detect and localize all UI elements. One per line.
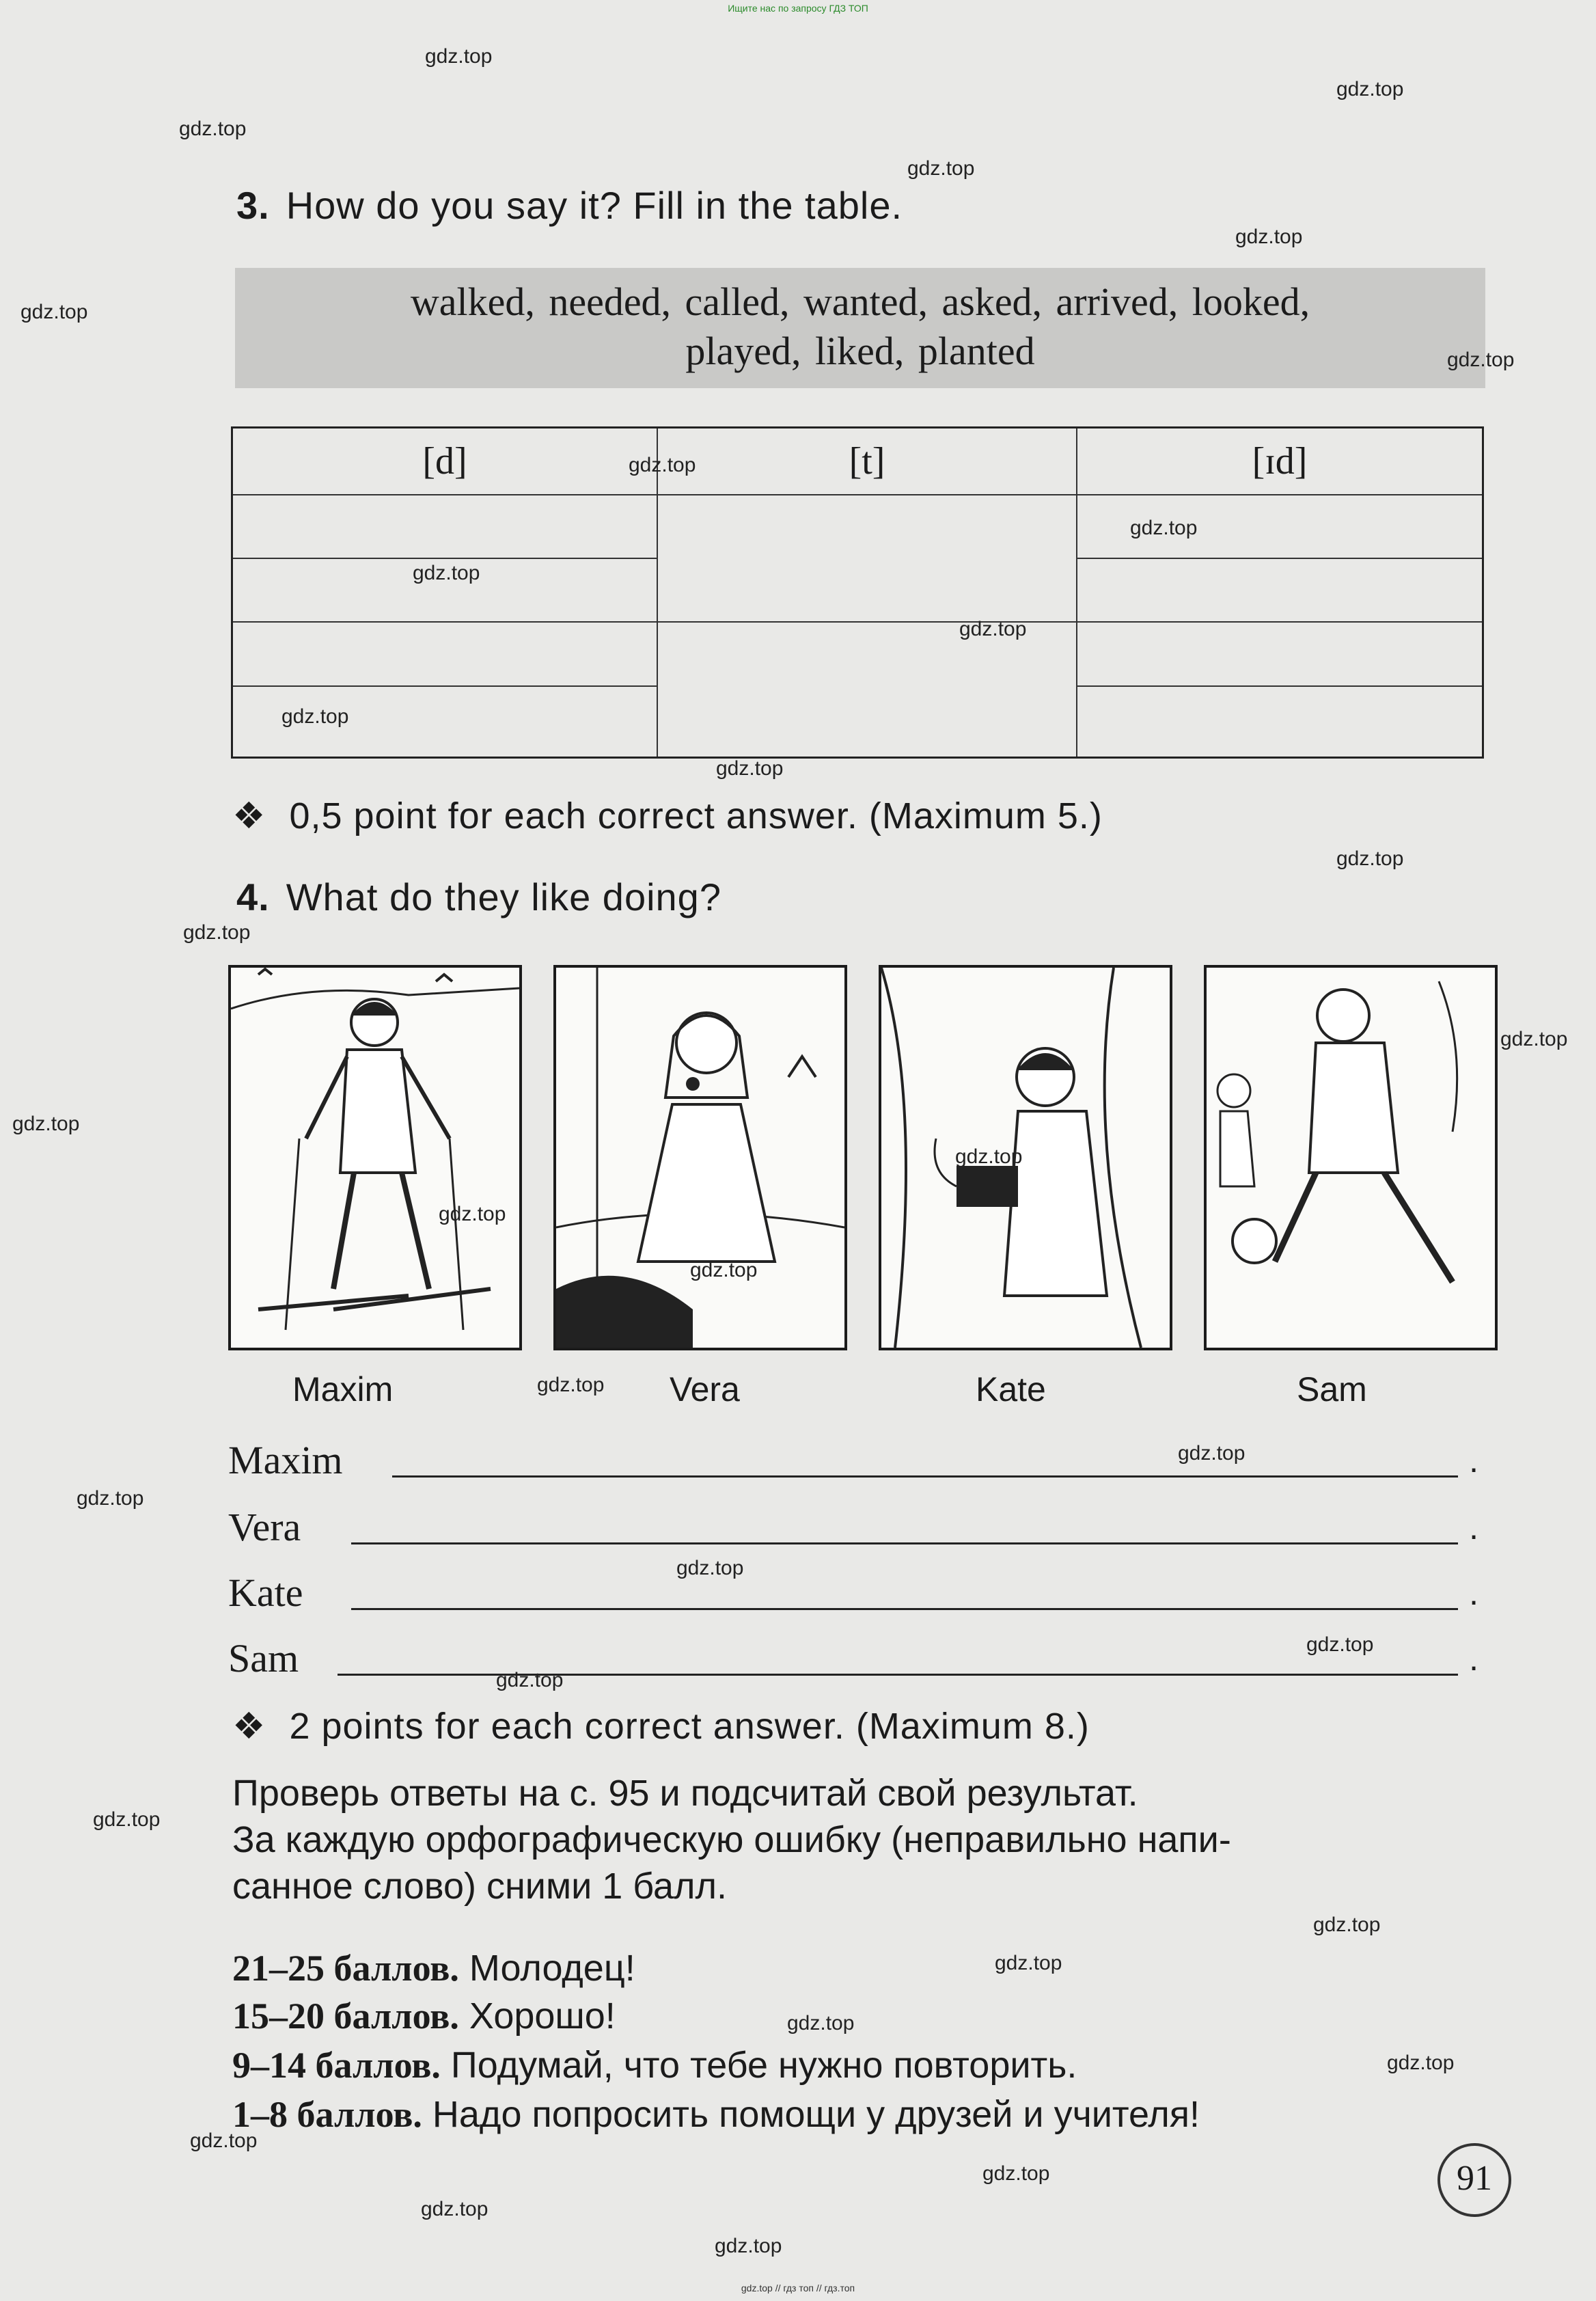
caption-kate: Kate xyxy=(976,1370,1046,1408)
task3-number: 3. xyxy=(236,184,270,227)
maxim-skiing-picture xyxy=(228,965,522,1350)
page-number: 91 xyxy=(1437,2143,1511,2217)
result-text: Подумай, что тебе нужно повторить. xyxy=(450,2045,1077,2086)
task4-number: 4. xyxy=(236,875,270,918)
answer-cell[interactable] xyxy=(232,495,658,558)
watermark: gdz.top xyxy=(425,45,493,68)
result-row xyxy=(232,2042,1077,2088)
answer-field-maxim[interactable] xyxy=(392,1475,1458,1478)
top-banner: Ищите нас по запросу ГДЗ ТОП xyxy=(728,3,868,14)
watermark: gdz.top xyxy=(190,2129,258,2152)
header-id: [ɪd] xyxy=(1077,428,1483,495)
check-line1: Проверь ответы на с. 95 и подсчитай свой результат. xyxy=(232,1773,1138,1814)
result-range: 9–14 баллов. xyxy=(232,2045,441,2086)
skier-illustration xyxy=(231,968,519,1348)
answer-line-kate xyxy=(228,1565,1478,1620)
watermark: gdz.top xyxy=(1313,1914,1381,1936)
answer-cell[interactable] xyxy=(232,622,658,685)
answer-cell[interactable] xyxy=(1077,558,1483,622)
caption-vera: Vera xyxy=(670,1370,740,1408)
watermark: gdz.top xyxy=(439,1203,506,1225)
bullet-icon: ❖ xyxy=(232,795,266,836)
sound-table xyxy=(231,426,1484,759)
task4-scoring xyxy=(232,1704,1090,1747)
watermark: gdz.top xyxy=(421,2198,489,2220)
answer-name-sam: Sam xyxy=(228,1636,299,1680)
answer-line-sam xyxy=(228,1631,1478,1685)
watermark: gdz.top xyxy=(1235,226,1303,248)
watermark: gdz.top xyxy=(183,921,251,944)
check-line2: За каждую орфографическую ошибку (неправильно напи- xyxy=(232,1819,1231,1860)
period: . xyxy=(1469,1574,1478,1612)
bullet-icon: ❖ xyxy=(232,1706,266,1747)
result-row xyxy=(232,2091,1200,2138)
singer-illustration xyxy=(556,968,844,1348)
result-range: 1–8 баллов. xyxy=(232,2094,422,2135)
watermark: gdz.top xyxy=(537,1374,605,1396)
task3-scoring xyxy=(232,794,1103,837)
bottom-banner: gdz.top // гдз топ // гдз.топ xyxy=(741,2283,855,2293)
answer-cell[interactable] xyxy=(657,495,1077,622)
watermark: gdz.top xyxy=(907,157,975,180)
period: . xyxy=(1469,1508,1478,1547)
task3-title: How do you say it? Fill in the table. xyxy=(286,184,903,227)
answer-line-maxim xyxy=(228,1432,1478,1487)
watermark: gdz.top xyxy=(1500,1028,1568,1050)
word-box xyxy=(235,268,1485,388)
answer-field-vera[interactable] xyxy=(351,1542,1458,1544)
result-range: 21–25 баллов. xyxy=(232,1948,459,1989)
period: . xyxy=(1469,1639,1478,1678)
watermark: gdz.top xyxy=(716,757,784,780)
watermark: gdz.top xyxy=(982,2162,1050,2185)
table-row xyxy=(232,495,1483,558)
kate-photographing-picture xyxy=(879,965,1172,1350)
word-box-line1: walked, needed, called, wanted, asked, arrived, looked, xyxy=(410,280,1310,324)
answer-line-vera xyxy=(228,1499,1478,1554)
watermark: gdz.top xyxy=(413,562,480,584)
watermark: gdz.top xyxy=(281,705,349,728)
result-text: Молодец! xyxy=(469,1948,635,1989)
watermark: gdz.top xyxy=(1447,349,1515,371)
header-d: [d] xyxy=(232,428,658,495)
watermark: gdz.top xyxy=(955,1145,1023,1168)
watermark: gdz.top xyxy=(1178,1442,1246,1465)
check-line3: санное слово) сними 1 балл. xyxy=(232,1866,728,1907)
answer-name-maxim: Maxim xyxy=(228,1438,343,1482)
result-range: 15–20 баллов. xyxy=(232,1996,459,2037)
task4-scoring-text: 2 points for each correct answer. (Maximum 8.) xyxy=(289,1706,1090,1747)
watermark: gdz.top xyxy=(959,618,1027,640)
period: . xyxy=(1469,1441,1478,1480)
task4-title: What do they like doing? xyxy=(286,875,721,918)
watermark: gdz.top xyxy=(1336,78,1404,100)
watermark: gdz.top xyxy=(1336,847,1404,870)
vera-singing-picture xyxy=(553,965,847,1350)
sam-football-picture xyxy=(1204,965,1498,1350)
watermark: gdz.top xyxy=(995,1952,1062,1974)
caption-sam: Sam xyxy=(1297,1370,1367,1408)
result-row xyxy=(232,1945,635,1991)
word-box-line2: played, liked, planted xyxy=(685,329,1035,373)
answer-name-vera: Vera xyxy=(228,1505,301,1549)
task3-scoring-text: 0,5 point for each correct answer. (Maximum 5.) xyxy=(289,795,1103,836)
watermark: gdz.top xyxy=(20,301,88,323)
answer-cell[interactable] xyxy=(657,622,1077,757)
result-text: Надо попросить помощи у друзей и учителя! xyxy=(432,2094,1200,2135)
watermark: gdz.top xyxy=(179,118,247,140)
watermark: gdz.top xyxy=(77,1487,144,1510)
watermark: gdz.top xyxy=(690,1259,758,1281)
result-text: Хорошо! xyxy=(469,1996,616,2037)
watermark: gdz.top xyxy=(93,1808,161,1831)
header-t: [t] xyxy=(657,428,1077,495)
answer-name-kate: Kate xyxy=(228,1570,303,1615)
watermark: gdz.top xyxy=(1306,1633,1374,1656)
watermark: gdz.top xyxy=(787,2012,855,2034)
task4-heading xyxy=(236,875,721,919)
caption-maxim: Maxim xyxy=(292,1370,394,1408)
watermark: gdz.top xyxy=(629,454,696,476)
watermark: gdz.top xyxy=(496,1669,564,1691)
photographer-illustration xyxy=(881,968,1170,1348)
answer-cell[interactable] xyxy=(1077,622,1483,685)
watermark: gdz.top xyxy=(676,1557,744,1579)
result-row xyxy=(232,1993,616,2039)
task3-heading xyxy=(236,183,903,228)
answer-cell[interactable] xyxy=(1077,686,1483,758)
sound-table-header-row xyxy=(232,428,1483,495)
watermark: gdz.top xyxy=(1130,517,1198,539)
watermark: gdz.top xyxy=(12,1113,80,1135)
table-row xyxy=(232,622,1483,685)
watermark: gdz.top xyxy=(715,2235,782,2257)
answer-field-kate[interactable] xyxy=(351,1608,1458,1610)
footballer-illustration xyxy=(1207,968,1495,1348)
watermark: gdz.top xyxy=(1387,2052,1455,2074)
